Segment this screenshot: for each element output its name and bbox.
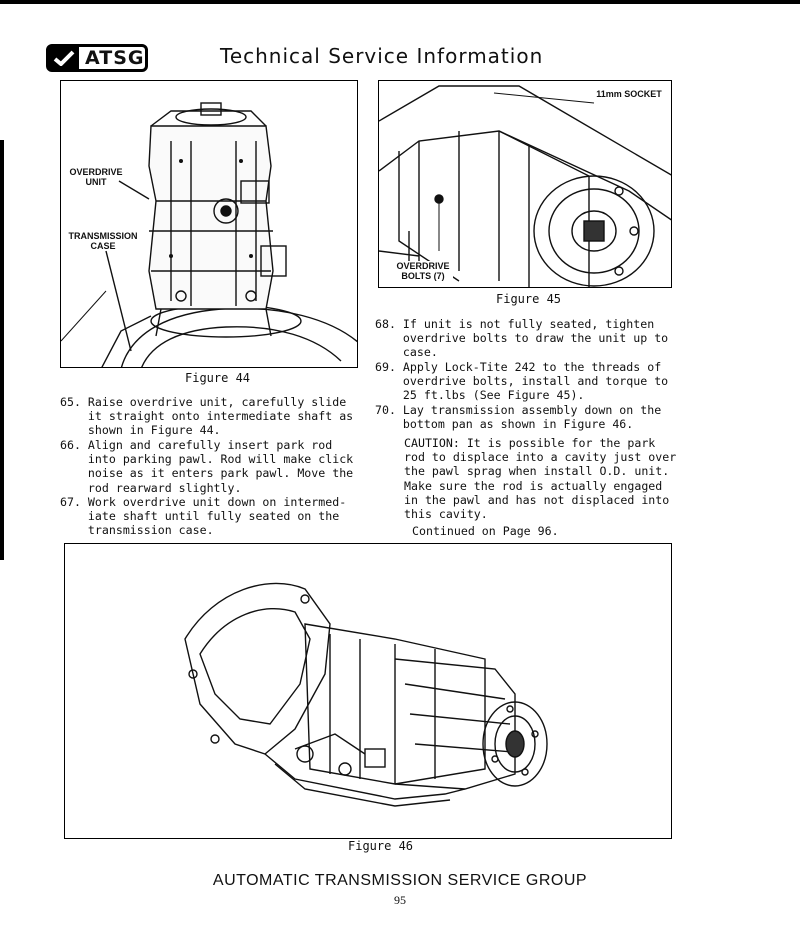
figure-45-frame (378, 80, 672, 288)
logo-text: ATSG (85, 47, 145, 69)
callout-transmission-case: TRANSMISSION CASE (68, 231, 138, 251)
step-70: 70. Lay transmission assembly down on the bottom pan as shown in Figure 46. (375, 403, 662, 432)
figure-45-illustration (379, 81, 672, 288)
checkmark-icon (49, 47, 79, 69)
figure-44-caption: Figure 44 (185, 371, 251, 385)
figure-45-caption: Figure 45 (496, 292, 562, 306)
page-title: Technical Service Information (220, 44, 544, 68)
continued-note: Continued on Page 96. (412, 524, 559, 538)
figure-46-caption: Figure 46 (348, 839, 414, 853)
figure-46-illustration (65, 544, 672, 839)
callout-11mm-socket: 11mm SOCKET (596, 89, 662, 99)
step-66: 66. Align and carefully insert park rod into parking pawl. Rod will make click noise as it enters park pawl. Move the rod rearward slightly. (60, 438, 354, 495)
step-65: 65. Raise overdrive unit, carefully slide it straight onto intermediate shaft as shown in Figure 44. (60, 395, 354, 438)
figure-44-illustration (61, 81, 358, 368)
atsg-logo (46, 44, 148, 72)
step-67: 67. Work overdrive unit down on intermed- iate shaft until fully seated on the transmission case. (60, 495, 347, 538)
figure-46-frame (64, 543, 672, 839)
figure-44-frame (60, 80, 358, 368)
top-border (0, 0, 800, 4)
step-69: 69. Apply Lock-Tite 242 to the threads of overdrive bolts, install and torque to 25 ft.lbs (See Figure 45). (375, 360, 669, 403)
page-number: 95 (394, 893, 406, 907)
callout-overdrive-bolts: OVERDRIVE BOLTS (7) (393, 261, 453, 281)
callout-overdrive-unit: OVERDRIVE UNIT (69, 167, 123, 187)
left-binding-mark (0, 140, 4, 560)
footer-title: AUTOMATIC TRANSMISSION SERVICE GROUP (212, 872, 588, 889)
caution-note: CAUTION: It is possible for the park rod to displace into a cavity just over the pawl sprag when install O.D. unit. Make sure the rod is actually engaged in the pawl and has not displaced into this cavity. (404, 436, 677, 522)
step-68: 68. If unit is not fully seated, tighten overdrive bolts to draw the unit up to case. (375, 317, 669, 360)
